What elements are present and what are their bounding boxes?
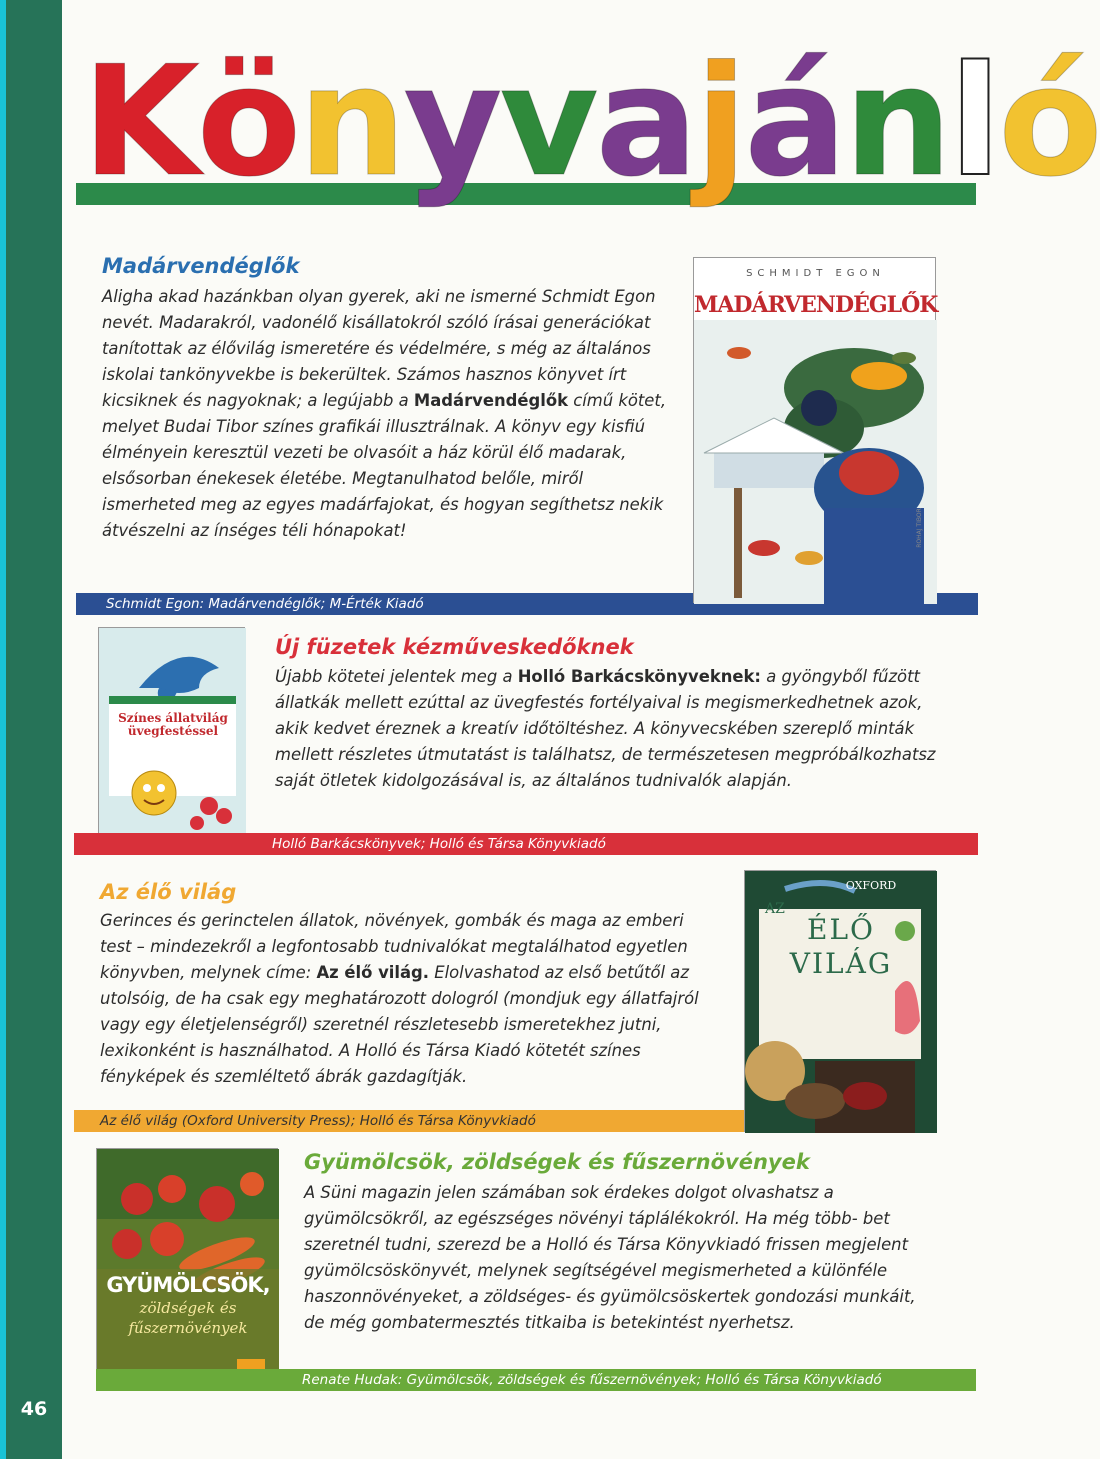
cover-publisher: OXFORD bbox=[845, 879, 897, 892]
article-body-az-elo-vilag: Gerinces és gerinctelen állatok, növények, gombák és maga az emberi test – mindezekről a legfontosabb tudnivalókat megtalálhatod egyetlen könyvben, melynek címe: Az élő világ. Elolvashatod az első betűtől az utolsóig, de ha csak egy meghatározott dologról (mondjuk egy állatfajról vagy egy életjelenségről) szeretnél részletesebb ismeretekhez jutni, lexikonként is használhatod. A Holló és Társa Kiadó kötetét színes fényképek és szemléltető ábrák gazdagítják. bbox=[100, 911, 699, 1086]
title-letter: n bbox=[843, 33, 950, 210]
page-number: 46 bbox=[20, 1398, 48, 1420]
book-cover-az-elo-vilag bbox=[744, 870, 936, 1132]
book-cover-gyumolcsok bbox=[96, 1148, 278, 1378]
cover-title-small: AZ bbox=[765, 901, 785, 917]
article-heading-uj-fuzetek: Új füzetek kézműveskedőknek bbox=[275, 635, 634, 659]
cover-title-line2: VILÁG bbox=[789, 947, 893, 980]
article-body-gyumolcsok: A Süni magazin jelen számában sok érdekes dolgot olvashatsz a gyümölcsökről, az egészséges növényi táplálékokról. Ha még több- bet szeretnél tudni, szerezd be a Holló és Társa Könyvkiadó frissen megjelent gyümölcsöskönyvét, melynek segítségével megismerheted a különféle haszonnövényeket, a zöldséges- és gyümölcsöskertek gondozási munkáit, de még gombatermesztés titkaiba is betekintést nyerhetsz. bbox=[304, 1183, 916, 1332]
book-cover-madarvendeglok bbox=[693, 257, 936, 603]
title-letter: ö bbox=[196, 33, 299, 210]
article-body-uj-fuzetek: Újabb kötetei jelentek meg a Holló Barkácskönyveknek: a gyöngyből fűzött állatkák mellett ezúttal az üvegfestés fortélyaival is megismerkedhetnek azok, akik kedvet éreznek a kreatív időtöltéshez. A könyvecskében szereplő minták mellett részletes útmutatást is találhatsz, de természetesen megpróbálkozhatsz saját ötletek kidolgozásával is, az általános tudnivalók alapján. bbox=[275, 667, 936, 790]
cover-title: Színes állatvilág üvegfestéssel bbox=[118, 711, 228, 738]
caption-band-az-elo-vilag: Az élő világ (Oxford University Press); Holló és Társa Könyvkiadó bbox=[74, 1110, 748, 1132]
vegetables-illustration bbox=[97, 1149, 279, 1379]
title-letter: n bbox=[298, 33, 404, 210]
cover-title-line2: zöldségek és bbox=[139, 1299, 237, 1317]
sidebar-stripe bbox=[6, 0, 62, 1459]
cover-title-line1: GYÜMÖLCSÖK, bbox=[106, 1273, 270, 1297]
title-letter: á bbox=[744, 33, 844, 210]
caption-band-gyumolcsok: Renate Hudak: Gyümölcsök, zöldségek és fűszernövények; Holló és Társa Könyvkiadó bbox=[96, 1369, 976, 1391]
book-cover-uvegfestes bbox=[98, 627, 245, 845]
cover-author: SCHMIDT EGON bbox=[746, 268, 885, 279]
cover-title: MADÁRVENDÉGLŐK bbox=[694, 292, 938, 318]
title-letter: a bbox=[595, 33, 696, 210]
title-letter: y bbox=[403, 33, 500, 210]
title-letter: l bbox=[949, 33, 999, 210]
article-heading-az-elo-vilag: Az élő világ bbox=[100, 880, 237, 904]
title-letter: j bbox=[695, 33, 745, 210]
caption-band-uj-fuzetek: Holló Barkácskönyvek; Holló és Társa Könyvkiadó bbox=[74, 833, 978, 855]
article-body-madarvendeglok: Aligha akad hazánkban olyan gyerek, aki ne ismerné Schmidt Egon nevét. Madarakról, vadonélő kisállatokról szóló írásai generációkat tanítottak az élővilág ismeretére és védelmére, s még az általános iskolai tankönyvekbe is bekerültek. Számos hasznos könyvet írt kicsiknek és nagyoknak; a legújabb a Madárvendéglők című kötet, melyet Budai Tibor színes grafikái illusztrálnak. A könyv egy kisfiú élményein keresztül vezeti be olvasóit a ház körül élő madarak, elsősorban énekesek életébe. Megtanulhatod belőle, miről ismerheted meg az egyes madárfajokat, és hogyan segíthetsz nekik átvészelni az ínséges téli hónapokat! bbox=[102, 287, 667, 540]
page-title bbox=[82, 22, 1100, 222]
caption-band-madarvendeglok: Schmidt Egon: Madárvendéglők; M-Érték Kiadó bbox=[76, 593, 978, 615]
article-heading-gyumolcsok: Gyümölcsök, zöldségek és fűszernövények bbox=[304, 1150, 810, 1174]
title-letter: ó bbox=[998, 33, 1100, 210]
cover-illustrator: ROHAJ TIBOR bbox=[916, 508, 923, 548]
cover-title-line1: ÉLŐ bbox=[807, 913, 875, 946]
article-heading-madarvendeglok: Madárvendéglők bbox=[102, 254, 300, 278]
cover-title-line3: fűszernövények bbox=[128, 1319, 248, 1337]
title-letter: v bbox=[499, 33, 596, 210]
title-letter: K bbox=[82, 33, 197, 210]
